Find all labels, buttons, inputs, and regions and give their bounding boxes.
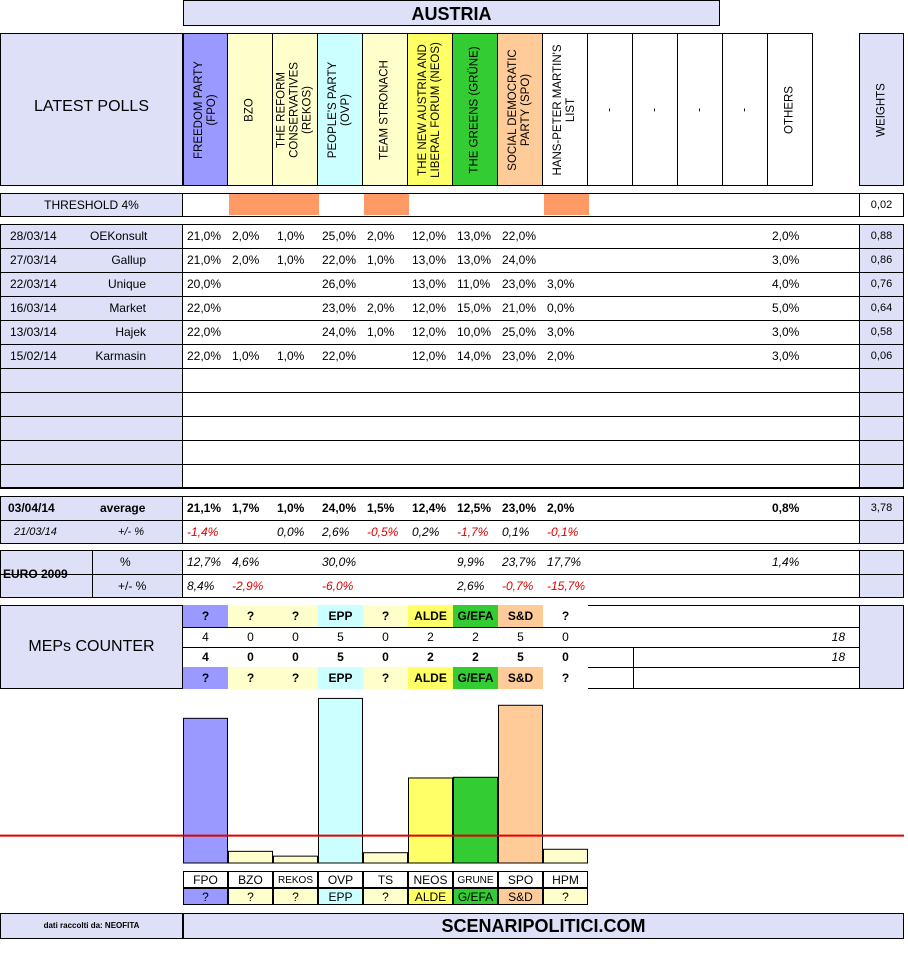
party-header (633, 33, 678, 186)
poll-value: 25,0% (502, 325, 537, 339)
latest-polls-header (0, 33, 183, 186)
meps-cell: 0 (382, 630, 389, 644)
average-value: 1,5% (367, 501, 395, 515)
poll-weight: 0,86 (870, 254, 893, 266)
poll-value: 12,0% (412, 301, 447, 315)
meps-total: 18 (831, 650, 845, 664)
credit-text: dati raccolti da: NEOFITA (0, 913, 183, 939)
party-name: - (693, 107, 706, 112)
meps-cell: ? (273, 667, 318, 689)
party-header (678, 33, 723, 186)
chart-bar-ts (364, 853, 408, 863)
row-line (0, 368, 904, 369)
party-header (408, 33, 453, 186)
party-header (183, 33, 228, 186)
average-date: 03/04/14 (8, 501, 55, 515)
party-header (228, 33, 273, 186)
poll-pollster: Hajek (115, 325, 146, 339)
average-value: 12,5% (457, 501, 492, 515)
weights-label: WEIGHTS (875, 82, 887, 137)
party-name: THE NEW AUSTRIA AND LIBERAL FORUM (NEOS) (417, 41, 442, 178)
meps-cell: 5 (337, 630, 344, 644)
chart-bar-neos (409, 778, 453, 863)
chart-category-label: REKOS (273, 871, 318, 888)
poll-pollster: Gallup (111, 253, 146, 267)
meps-row (0, 647, 908, 667)
meps-cell: 4 (202, 650, 209, 664)
party-name: HANS-PETER MARTIN'S LIST (552, 43, 577, 176)
poll-value: 22,0% (187, 325, 222, 339)
euro-delta-value: -2,9% (232, 579, 264, 593)
party-name: - (648, 107, 661, 112)
delta-date: 21/03/14 (14, 526, 57, 538)
poll-value: 0,0% (547, 301, 575, 315)
euro-delta-value: -15,7% (547, 579, 586, 593)
chart-category-label: SPO (498, 871, 543, 888)
meps-cell: 0 (247, 650, 254, 664)
page-title: AUSTRIA (183, 0, 720, 26)
delta-value: 0,0% (277, 525, 305, 539)
euro-pct-value: 17,7% (547, 555, 582, 569)
poll-value: 2,0% (232, 229, 260, 243)
meps-cell: 0 (562, 630, 569, 644)
chart-category-label: BZO (228, 871, 273, 888)
poll-value: 23,0% (502, 349, 537, 363)
meps-cell: ? (183, 605, 228, 627)
party-name: THE GREENS (GRÜNE) (468, 45, 481, 174)
poll-date: 27/03/14 (10, 253, 57, 267)
meps-cell: EPP (318, 605, 363, 627)
party-name: TEAM STRONACH (378, 59, 391, 160)
party-name: - (603, 107, 616, 112)
average-value: 21,1% (187, 501, 222, 515)
chart-bar-hpm (544, 849, 588, 863)
party-header (543, 33, 588, 186)
average-value: 1,7% (232, 501, 260, 515)
poll-value: 1,0% (367, 253, 395, 267)
meps-cell: 5 (517, 650, 524, 664)
poll-value: 21,0% (187, 253, 222, 267)
row-line (0, 392, 904, 393)
average-weight: 3,78 (870, 502, 893, 514)
delta-value: -1,4% (187, 525, 219, 539)
euro-pct-value: 1,4% (772, 555, 800, 569)
meps-cell: 4 (202, 630, 209, 644)
chart-category-label: NEOS (408, 871, 453, 888)
poll-weight: 0,06 (870, 350, 893, 362)
poll-value: 3,0% (547, 325, 575, 339)
euro-pct-value: 30,0% (322, 555, 357, 569)
poll-value: 14,0% (457, 349, 492, 363)
poll-value: 22,0% (187, 349, 222, 363)
poll-value: 11,0% (457, 277, 491, 291)
chart-category-label: GRUNE (453, 871, 498, 888)
poll-value: 2,0% (772, 229, 800, 243)
poll-pollster: Unique (107, 277, 146, 291)
delta-value: 2,6% (322, 525, 350, 539)
poll-value: 2,0% (367, 229, 395, 243)
poll-value: 3,0% (772, 349, 800, 363)
average-value: 12,4% (412, 501, 447, 515)
col-line (633, 647, 634, 689)
chart-category-label: HPM (543, 871, 588, 888)
euro-pct-value: 23,7% (502, 555, 537, 569)
site-name: SCENARIPOLITICI.COM (183, 913, 904, 939)
average-value: 2,0% (547, 501, 575, 515)
average-value: 0,8% (772, 501, 800, 515)
chart-bar-spo (499, 705, 543, 863)
meps-cell: 2 (472, 630, 479, 644)
party-header (273, 33, 318, 186)
poll-value: 24,0% (322, 325, 357, 339)
poll-value: 12,0% (412, 229, 447, 243)
poll-value: 20,0% (187, 277, 222, 291)
poll-value: 1,0% (277, 253, 305, 267)
meps-cell: EPP (318, 667, 363, 689)
chart-category-label: FPO (183, 871, 228, 888)
poll-value: 23,0% (502, 277, 537, 291)
euro-label: EURO 2009 (3, 567, 68, 581)
euro-delta-value: -0,7% (502, 579, 534, 593)
party-name: OTHERS (783, 85, 796, 134)
party-name: BZO (243, 97, 256, 122)
chart-bar-grune (454, 777, 498, 863)
row-line (0, 464, 904, 465)
poll-value: 2,0% (232, 253, 260, 267)
poll-value: 12,0% (412, 325, 447, 339)
chart-group-label: EPP (318, 888, 363, 905)
meps-cell: S&D (498, 605, 543, 627)
chart-group-label: S&D (498, 888, 543, 905)
threshold-weight: 0,02 (859, 193, 904, 217)
meps-row (0, 605, 908, 627)
chart-category-label: OVP (318, 871, 363, 888)
average-row (0, 496, 908, 520)
poll-pollster: Karmasin (95, 349, 146, 363)
meps-cell: G/EFA (453, 667, 498, 689)
threshold-swatch-hpm (544, 194, 589, 215)
poll-value: 26,0% (322, 277, 357, 291)
poll-value: 12,0% (412, 349, 447, 363)
threshold-swatch-ts (364, 194, 409, 215)
delta-value: -0,5% (367, 525, 399, 539)
chart-group-label: ? (543, 888, 588, 905)
poll-value: 10,0% (457, 325, 492, 339)
meps-cell: 5 (337, 650, 344, 664)
euro-pct-value: 4,6% (232, 555, 260, 569)
poll-row (0, 224, 908, 248)
poll-value: 25,0% (322, 229, 357, 243)
poll-date: 16/03/14 (10, 301, 57, 315)
weights-header (859, 33, 904, 186)
chart-bar-ovp (319, 698, 363, 863)
seat-bar-chart (0, 690, 908, 870)
meps-cell: ? (183, 667, 228, 689)
meps-cell: G/EFA (453, 605, 498, 627)
poll-row (0, 248, 908, 272)
euro-pct-label: % (120, 555, 131, 569)
euro-delta-value: 8,4% (187, 579, 215, 593)
party-header (768, 33, 813, 186)
poll-value: 21,0% (502, 301, 537, 315)
party-header (498, 33, 543, 186)
row-line (0, 416, 904, 417)
poll-weight: 0,58 (870, 326, 893, 338)
meps-cell: ? (228, 667, 273, 689)
party-header (318, 33, 363, 186)
poll-value: 24,0% (502, 253, 537, 267)
chart-group-label: ALDE (408, 888, 453, 905)
poll-date: 28/03/14 (10, 229, 57, 243)
euro-delta-label: +/- % (118, 579, 147, 593)
meps-cell: ALDE (408, 605, 453, 627)
delta-label: +/- % (118, 526, 144, 538)
poll-pollster: Market (109, 301, 146, 315)
delta-row (0, 520, 908, 544)
poll-weight: 0,88 (870, 230, 893, 242)
average-value: 1,0% (277, 501, 305, 515)
meps-cell: 0 (562, 650, 569, 664)
poll-value: 1,0% (277, 229, 305, 243)
euro-delta-value: 2,6% (457, 579, 485, 593)
poll-value: 22,0% (322, 349, 357, 363)
meps-cell: ? (363, 667, 408, 689)
poll-value: 1,0% (277, 349, 305, 363)
poll-value: 4,0% (772, 277, 800, 291)
meps-cell: 2 (427, 630, 434, 644)
euro-pct-value: 9,9% (457, 555, 485, 569)
euro-pct-value: 12,7% (187, 555, 222, 569)
poll-value: 2,0% (367, 301, 395, 315)
threshold-row (183, 193, 859, 217)
poll-value: 3,0% (772, 325, 800, 339)
party-header (363, 33, 408, 186)
euro-delta-value: -6,0% (322, 579, 354, 593)
poll-value: 13,0% (412, 253, 447, 267)
poll-row (0, 272, 908, 296)
delta-value: -0,1% (547, 525, 579, 539)
chart-bar-rekos (274, 856, 318, 863)
row-line (0, 440, 904, 441)
party-name: - (738, 107, 751, 112)
latest-polls-label: LATEST POLLS (33, 98, 149, 115)
meps-cell: 5 (517, 630, 524, 644)
poll-value: 15,0% (457, 301, 492, 315)
poll-row (0, 296, 908, 320)
meps-cell: 2 (427, 650, 434, 664)
average-value: 23,0% (502, 501, 537, 515)
delta-value: 0,2% (412, 525, 440, 539)
delta-value: 0,1% (502, 525, 530, 539)
meps-cell: ? (363, 605, 408, 627)
poll-value: 22,0% (502, 229, 537, 243)
meps-cell: S&D (498, 667, 543, 689)
poll-date: 15/02/14 (10, 349, 57, 363)
meps-cell: 0 (292, 650, 299, 664)
poll-value: 2,0% (547, 349, 575, 363)
meps-cell: 0 (247, 630, 254, 644)
euro-pct-row (0, 550, 908, 574)
poll-value: 1,0% (232, 349, 260, 363)
poll-value: 13,0% (457, 253, 492, 267)
poll-value: 22,0% (322, 253, 357, 267)
party-header (588, 33, 633, 186)
euro-delta-row (0, 574, 908, 598)
party-name: FREEDOM PARTY (FPO) (192, 60, 218, 159)
meps-row (0, 667, 908, 689)
chart-category-label: TS (363, 871, 408, 888)
party-header (453, 33, 498, 186)
threshold-label: THRESHOLD 4% (0, 193, 183, 217)
meps-cell: ? (543, 605, 588, 627)
chart-group-label: G/EFA (453, 888, 498, 905)
poll-value: 3,0% (547, 277, 575, 291)
meps-cell: 0 (382, 650, 389, 664)
meps-label: MEPs COUNTER (28, 638, 155, 655)
poll-date: 13/03/14 (10, 325, 57, 339)
meps-cell: ? (273, 605, 318, 627)
meps-total: 18 (831, 630, 845, 644)
poll-value: 21,0% (187, 229, 222, 243)
chart-bar-fpo (184, 718, 228, 863)
row-line (0, 488, 904, 489)
meps-cell: 0 (292, 630, 299, 644)
chart-group-label: ? (228, 888, 273, 905)
poll-value: 13,0% (457, 229, 492, 243)
poll-date: 22/03/14 (10, 277, 57, 291)
party-name: THE REFORM CONSERVATIVES (REKOS) (275, 61, 314, 158)
poll-value: 13,0% (412, 277, 447, 291)
meps-cell: 2 (472, 650, 479, 664)
average-label: average (100, 501, 146, 515)
poll-value: 23,0% (322, 301, 357, 315)
party-name: PEOPLE'S PARTY (OVP) (327, 61, 352, 158)
meps-cell: ? (543, 667, 588, 689)
party-header (723, 33, 768, 186)
chart-group-label: ? (183, 888, 228, 905)
average-value: 24,0% (322, 501, 357, 515)
chart-group-label: ? (273, 888, 318, 905)
chart-group-label: ? (363, 888, 408, 905)
poll-value: 1,0% (367, 325, 395, 339)
poll-value: 3,0% (772, 253, 800, 267)
poll-pollster: OEKonsult (90, 229, 148, 243)
poll-row (0, 344, 908, 368)
poll-weight: 0,76 (870, 278, 893, 290)
meps-cell: ? (228, 605, 273, 627)
delta-value: -1,7% (457, 525, 489, 539)
poll-value: 22,0% (187, 301, 222, 315)
chart-bar-bzo (229, 851, 273, 863)
threshold-swatch-bzo-rekos (229, 194, 319, 215)
meps-cell: ALDE (408, 667, 453, 689)
party-name: SOCIAL DEMOCRATIC PARTY (SPO) (507, 48, 532, 171)
poll-row (0, 320, 908, 344)
poll-weight: 0,64 (870, 302, 893, 314)
poll-value: 5,0% (772, 301, 800, 315)
meps-row (0, 627, 908, 647)
